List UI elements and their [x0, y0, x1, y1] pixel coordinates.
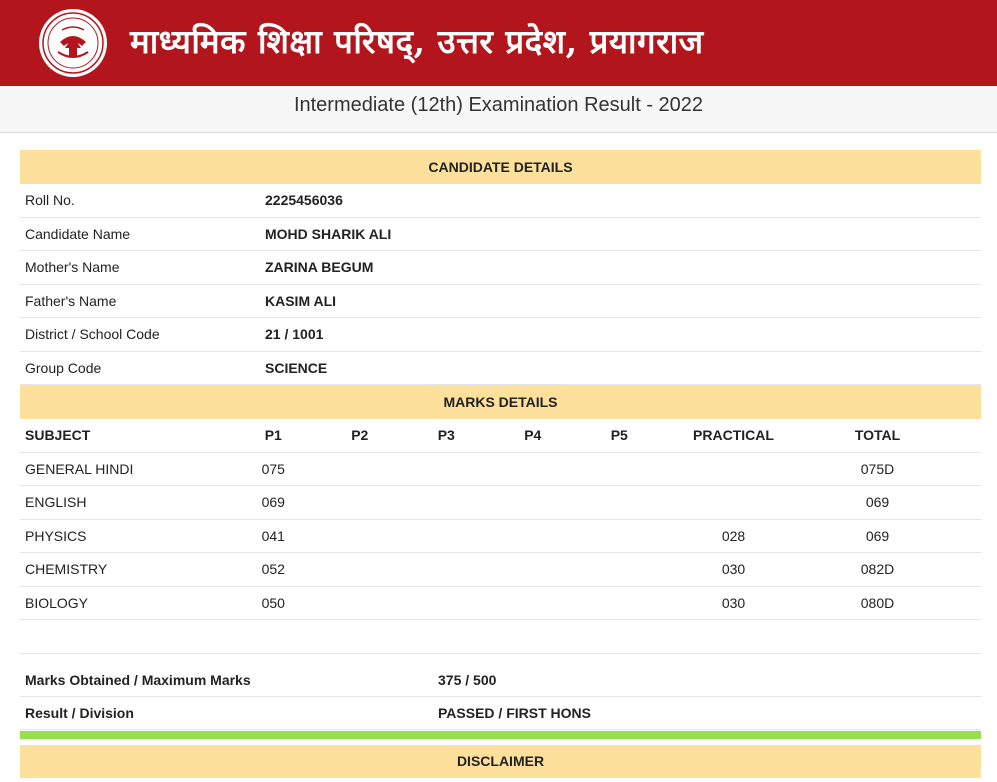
subject-cell: BIOLOGY — [25, 594, 89, 611]
practical-cell: 028 — [721, 527, 746, 544]
detail-value: SCIENCE — [265, 359, 328, 376]
result-division-label: Result / Division — [25, 705, 134, 721]
practical-cell: 030 — [721, 561, 746, 578]
column-header-p5: P5 — [610, 427, 628, 444]
p1-cell: 075 — [261, 460, 285, 477]
subject-cell: CHEMISTRY — [25, 561, 108, 578]
detail-label: Group Code — [25, 359, 102, 376]
detail-label: Candidate Name — [25, 225, 131, 242]
p1-cell: 041 — [261, 527, 285, 544]
marks-obtained-label: Marks Obtained / Maximum Marks — [25, 672, 251, 688]
candidate-details-heading: CANDIDATE DETAILS — [20, 150, 981, 184]
detail-row-roll-no — [20, 184, 981, 218]
result-division-value: PASSED / FIRST HONS — [438, 705, 591, 721]
practical-cell: 030 — [721, 594, 746, 611]
total-cell: 069 — [865, 527, 890, 544]
column-header-p2: P2 — [351, 427, 369, 444]
detail-row-father-name — [20, 285, 981, 319]
subject-cell: ENGLISH — [25, 494, 87, 511]
detail-row-school-code — [20, 318, 981, 352]
up-government-emblem-icon — [38, 8, 108, 78]
detail-value: 21 / 1001 — [265, 326, 324, 343]
column-header-subject: SUBJECT — [25, 427, 91, 444]
marks-row-biology — [20, 587, 981, 621]
detail-label: Mother's Name — [25, 259, 120, 276]
marks-row-chemistry — [20, 553, 981, 587]
detail-value: 2225456036 — [265, 192, 343, 209]
board-name: माध्यमिक शिक्षा परिषद्, उत्तर प्रदेश, प्रयागराज — [130, 22, 704, 61]
subject-cell: GENERAL HINDI — [25, 460, 134, 477]
detail-label: Father's Name — [25, 292, 117, 309]
column-header-p4: P4 — [524, 427, 542, 444]
detail-row-group-code — [20, 352, 981, 386]
site-header — [0, 0, 997, 86]
disclaimer-heading: DISCLAIMER — [20, 745, 981, 778]
marks-row-general-hindi — [20, 453, 981, 487]
total-cell: 082D — [860, 561, 895, 578]
detail-row-mother-name — [20, 251, 981, 285]
marks-row-physics — [20, 520, 981, 554]
marks-details-heading: MARKS DETAILS — [20, 385, 981, 419]
detail-value: ZARINA BEGUM — [265, 259, 374, 276]
total-cell: 075D — [860, 460, 895, 477]
subject-cell: PHYSICS — [25, 527, 87, 544]
pass-status-bar — [20, 731, 981, 739]
detail-value: MOHD SHARIK ALI — [265, 225, 392, 242]
table-spacer-row — [20, 620, 981, 654]
column-header-p1: P1 — [264, 427, 282, 444]
total-cell: 069 — [865, 494, 890, 511]
page-title: Intermediate (12th) Examination Result - 2022 — [0, 86, 997, 133]
detail-value: KASIM ALI — [265, 292, 337, 309]
result-card — [20, 150, 981, 778]
p1-cell: 050 — [261, 594, 285, 611]
column-header-practical: PRACTICAL — [693, 427, 774, 444]
detail-label: Roll No. — [25, 192, 75, 209]
marks-obtained-value: 375 / 500 — [438, 672, 497, 688]
p1-cell: 052 — [261, 561, 285, 578]
detail-label: District / School Code — [25, 326, 160, 343]
column-header-total: TOTAL — [854, 427, 901, 444]
p1-cell: 069 — [261, 494, 285, 511]
blank-gap — [20, 654, 981, 664]
result-division-row — [20, 697, 981, 730]
detail-row-candidate-name — [20, 218, 981, 252]
marks-obtained-row — [20, 664, 981, 697]
marks-header-row — [20, 419, 981, 453]
marks-row-english — [20, 486, 981, 520]
total-cell: 080D — [860, 594, 895, 611]
column-header-p3: P3 — [437, 427, 455, 444]
